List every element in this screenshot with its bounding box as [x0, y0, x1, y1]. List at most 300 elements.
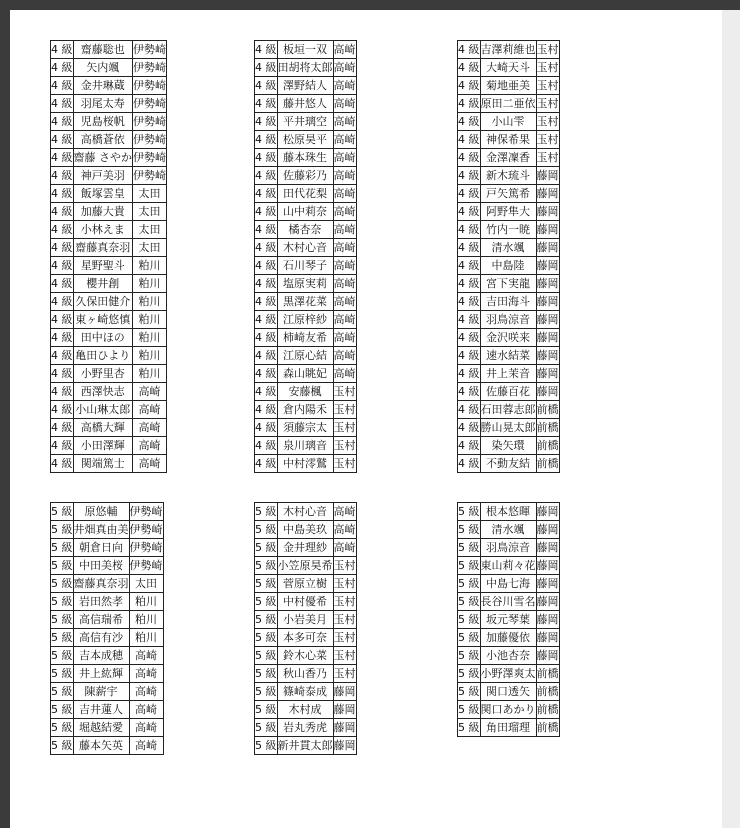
grade-cell: 4 級: [458, 59, 481, 77]
name-cell: 新木琉斗: [480, 167, 536, 185]
name-cell: 中村澪鷲: [277, 455, 333, 473]
name-cell: 羽鳥涼音: [480, 311, 536, 329]
school-cell: 高崎: [129, 719, 163, 737]
grade-cell: 4 級: [51, 77, 74, 95]
grade-cell: 4 級: [255, 311, 278, 329]
school-cell: 高崎: [333, 365, 356, 383]
name-cell: 長谷川雪名: [480, 593, 536, 611]
school-cell: 高崎: [333, 539, 356, 557]
school-cell: 伊勢崎: [133, 113, 167, 131]
table-row: [51, 347, 167, 365]
name-cell: 角田瑠理: [480, 719, 536, 737]
grade-cell: 5 級: [255, 683, 278, 701]
grade-cell: 5 級: [255, 737, 278, 755]
table-row: [458, 41, 560, 59]
grade-cell: 4 級: [51, 257, 74, 275]
grade-cell: 4 級: [51, 419, 74, 437]
name-cell: 松原昊平: [277, 131, 333, 149]
table-row: [51, 383, 167, 401]
school-cell: 高崎: [333, 221, 356, 239]
school-cell: 粕川: [133, 275, 167, 293]
grade-cell: 5 級: [458, 521, 481, 539]
table-row: [458, 77, 560, 95]
table-row: [51, 557, 164, 575]
grade-4-table-3: [457, 40, 560, 473]
school-cell: 伊勢崎: [133, 131, 167, 149]
name-cell: 鈴木心菜: [277, 647, 333, 665]
table-row: [51, 737, 164, 755]
school-cell: 玉村: [536, 59, 559, 77]
grade-cell: 4 級: [51, 95, 74, 113]
table-row: [255, 437, 357, 455]
table-row: [458, 539, 560, 557]
table-row: [458, 521, 560, 539]
name-cell: 田中ほの: [73, 329, 133, 347]
name-cell: 陳薪宇: [73, 683, 129, 701]
grade-cell: 5 級: [51, 665, 74, 683]
name-cell: 齋藤真奈羽: [73, 239, 133, 257]
grade-cell: 4 級: [458, 293, 481, 311]
grade-cell: 4 級: [51, 275, 74, 293]
table-row: [255, 593, 357, 611]
name-cell: 倉内陽禾: [277, 401, 333, 419]
grade-cell: 4 級: [51, 221, 74, 239]
school-cell: 藤岡: [536, 647, 559, 665]
grade-cell: 4 級: [255, 347, 278, 365]
grade-cell: 4 級: [51, 437, 74, 455]
grade-cell: 5 級: [51, 539, 74, 557]
grade-cell: 5 級: [51, 611, 74, 629]
school-cell: 前橋: [536, 719, 559, 737]
grade-cell: 4 級: [255, 95, 278, 113]
grade-cell: 4 級: [458, 257, 481, 275]
grade-cell: 4 級: [458, 365, 481, 383]
school-cell: 玉村: [333, 647, 356, 665]
table-row: [458, 149, 560, 167]
grade-cell: 5 級: [255, 647, 278, 665]
table-row: [51, 419, 167, 437]
table-row: [51, 131, 167, 149]
name-cell: 安藤楓: [277, 383, 333, 401]
table-row: [458, 629, 560, 647]
school-cell: 粕川: [129, 629, 163, 647]
name-cell: 金井琳蔵: [73, 77, 133, 95]
name-cell: 関口あかり: [480, 701, 536, 719]
grade-cell: 4 級: [51, 167, 74, 185]
name-cell: 佐藤彩乃: [277, 167, 333, 185]
school-cell: 藤岡: [536, 257, 559, 275]
table-row: [51, 719, 164, 737]
grade-cell: 4 級: [458, 167, 481, 185]
name-cell: 菊地亜美: [480, 77, 536, 95]
table-row: [255, 275, 357, 293]
name-cell: 森山眺妃: [277, 365, 333, 383]
school-cell: 高崎: [333, 203, 356, 221]
grade-cell: 4 級: [458, 185, 481, 203]
grade-cell: 5 級: [458, 647, 481, 665]
school-cell: 藤岡: [536, 347, 559, 365]
name-cell: 羽鳥涼音: [480, 539, 536, 557]
school-cell: 高崎: [129, 683, 163, 701]
name-cell: 吉澤莉維也: [480, 41, 536, 59]
school-cell: 粕川: [133, 347, 167, 365]
name-cell: 佐藤百花: [480, 383, 536, 401]
name-cell: 田代花梨: [277, 185, 333, 203]
table-row: [51, 365, 167, 383]
school-cell: 伊勢崎: [133, 149, 167, 167]
table-row: [51, 629, 164, 647]
school-cell: 伊勢崎: [129, 521, 163, 539]
grade-cell: 5 級: [255, 629, 278, 647]
school-cell: 高崎: [333, 521, 356, 539]
vertical-scrollbar[interactable]: [722, 10, 740, 828]
table-row: [51, 113, 167, 131]
table-row: [255, 185, 357, 203]
table-row: [255, 503, 357, 521]
grade-cell: 4 級: [51, 347, 74, 365]
name-cell: 神保希果: [480, 131, 536, 149]
name-cell: 中島七海: [480, 575, 536, 593]
table-row: [255, 365, 357, 383]
grade-cell: 5 級: [51, 719, 74, 737]
school-cell: 藤岡: [333, 737, 356, 755]
name-cell: 金沢咲来: [480, 329, 536, 347]
school-cell: 玉村: [333, 629, 356, 647]
name-cell: 戸矢篤希: [480, 185, 536, 203]
school-cell: 玉村: [333, 575, 356, 593]
table-row: [458, 437, 560, 455]
name-cell: 石川琴子: [277, 257, 333, 275]
name-cell: 小野澤爽太: [480, 665, 536, 683]
table-row: [255, 329, 357, 347]
name-cell: 染矢環: [480, 437, 536, 455]
grade-cell: 4 級: [51, 401, 74, 419]
table-row: [51, 665, 164, 683]
grade-cell: 4 級: [458, 419, 481, 437]
name-cell: 矢内颯: [73, 59, 133, 77]
school-cell: 藤岡: [536, 293, 559, 311]
table-row: [255, 311, 357, 329]
grade-cell: 4 級: [458, 41, 481, 59]
school-cell: 藤岡: [536, 629, 559, 647]
grade-cell: 5 級: [255, 503, 278, 521]
name-cell: 高信瑞希: [73, 611, 129, 629]
table-row: [51, 683, 164, 701]
table-row: [458, 113, 560, 131]
school-cell: 高崎: [333, 95, 356, 113]
name-cell: 江原梓紗: [277, 311, 333, 329]
table-row: [255, 257, 357, 275]
school-cell: 藤岡: [536, 539, 559, 557]
grade-cell: 4 級: [255, 383, 278, 401]
school-cell: 粕川: [133, 293, 167, 311]
school-cell: 高崎: [333, 239, 356, 257]
school-cell: 高崎: [333, 41, 356, 59]
school-cell: 高崎: [129, 701, 163, 719]
table-row: [458, 239, 560, 257]
grade-cell: 4 級: [255, 365, 278, 383]
grade-cell: 4 級: [51, 131, 74, 149]
name-cell: 関口透矢: [480, 683, 536, 701]
table-row: [458, 293, 560, 311]
grade-cell: 5 級: [458, 557, 481, 575]
grade-cell: 4 級: [458, 131, 481, 149]
grade-cell: 4 級: [51, 311, 74, 329]
grade-cell: 5 級: [255, 665, 278, 683]
table-row: [255, 419, 357, 437]
name-cell: 澤野結人: [277, 77, 333, 95]
name-cell: 原田二亜依: [480, 95, 536, 113]
name-cell: 木村心音: [277, 239, 333, 257]
grade-5-table-1: [50, 502, 164, 755]
grade-cell: 5 級: [458, 503, 481, 521]
table-row: [458, 611, 560, 629]
name-cell: 小岩美月: [277, 611, 333, 629]
name-cell: 岩田然孝: [73, 593, 129, 611]
table-row: [458, 257, 560, 275]
grade-cell: 4 級: [458, 311, 481, 329]
school-cell: 粕川: [129, 611, 163, 629]
name-cell: 坂元琴葉: [480, 611, 536, 629]
table-row: [51, 59, 167, 77]
name-cell: 亀田ひより: [73, 347, 133, 365]
school-cell: 高崎: [333, 275, 356, 293]
name-cell: 清水颯: [480, 521, 536, 539]
grade-cell: 5 級: [255, 593, 278, 611]
name-cell: 平井璃空: [277, 113, 333, 131]
table-row: [255, 383, 357, 401]
name-cell: 堀越結愛: [73, 719, 129, 737]
school-cell: 玉村: [536, 41, 559, 59]
name-cell: 泉川璃音: [277, 437, 333, 455]
table-row: [51, 95, 167, 113]
school-cell: 高崎: [333, 113, 356, 131]
table-row: [458, 329, 560, 347]
grade-cell: 4 級: [255, 113, 278, 131]
name-cell: 須藤宗太: [277, 419, 333, 437]
name-cell: 齋藤聡也: [73, 41, 133, 59]
grade-cell: 4 級: [458, 347, 481, 365]
name-cell: 金井理紗: [277, 539, 333, 557]
grade-cell: 5 級: [51, 593, 74, 611]
name-cell: 宮下実龍: [480, 275, 536, 293]
grade-cell: 5 級: [51, 683, 74, 701]
name-cell: 本多可奈: [277, 629, 333, 647]
table-row: [458, 683, 560, 701]
grade-cell: 4 級: [255, 437, 278, 455]
grade-cell: 4 級: [458, 77, 481, 95]
school-cell: 高崎: [333, 167, 356, 185]
grade-cell: 4 級: [458, 149, 481, 167]
grade-cell: 5 級: [255, 611, 278, 629]
grade-cell: 4 級: [255, 77, 278, 95]
name-cell: 井上茉音: [480, 365, 536, 383]
school-cell: 高崎: [129, 647, 163, 665]
grade-cell: 5 級: [458, 575, 481, 593]
grade-cell: 4 級: [458, 329, 481, 347]
name-cell: 柿崎友希: [277, 329, 333, 347]
table-row: [255, 539, 357, 557]
school-cell: 玉村: [333, 611, 356, 629]
name-cell: 高橋蒼依: [73, 131, 133, 149]
school-cell: 前橋: [536, 683, 559, 701]
grade-cell: 4 級: [458, 239, 481, 257]
grade-cell: 4 級: [255, 257, 278, 275]
table-row: [458, 665, 560, 683]
school-cell: 玉村: [333, 383, 356, 401]
grade-cell: 5 級: [51, 629, 74, 647]
table-row: [51, 239, 167, 257]
table-row: [255, 293, 357, 311]
table-row: [255, 41, 357, 59]
name-cell: 児島桜帆: [73, 113, 133, 131]
table-row: [458, 275, 560, 293]
grade-cell: 5 級: [51, 701, 74, 719]
table-row: [458, 59, 560, 77]
name-cell: 菅原立樹: [277, 575, 333, 593]
grade-cell: 5 級: [458, 539, 481, 557]
grade-cell: 4 級: [255, 59, 278, 77]
grade-cell: 4 級: [458, 383, 481, 401]
table-row: [255, 131, 357, 149]
grade-cell: 5 級: [255, 701, 278, 719]
table-row: [255, 737, 357, 755]
table-row: [255, 239, 357, 257]
school-cell: 高崎: [333, 59, 356, 77]
name-cell: 高信有沙: [73, 629, 129, 647]
grade-cell: 4 級: [255, 185, 278, 203]
school-cell: 玉村: [333, 437, 356, 455]
name-cell: 神戸美羽: [73, 167, 133, 185]
school-cell: 伊勢崎: [129, 503, 163, 521]
school-cell: 伊勢崎: [133, 59, 167, 77]
name-cell: 秋山香乃: [277, 665, 333, 683]
grade-cell: 5 級: [458, 665, 481, 683]
document-page: [10, 10, 722, 828]
school-cell: 粕川: [133, 365, 167, 383]
school-cell: 高崎: [333, 149, 356, 167]
name-cell: 関端篤士: [73, 455, 133, 473]
name-cell: 塩原実莉: [277, 275, 333, 293]
table-row: [458, 419, 560, 437]
grade-cell: 5 級: [458, 719, 481, 737]
school-cell: 藤岡: [536, 521, 559, 539]
school-cell: 藤岡: [536, 221, 559, 239]
name-cell: 中島陸: [480, 257, 536, 275]
school-cell: 太田: [133, 239, 167, 257]
school-cell: 玉村: [536, 149, 559, 167]
grade-cell: 4 級: [458, 275, 481, 293]
grade-cell: 5 級: [51, 737, 74, 755]
table-row: [458, 401, 560, 419]
grade-5-table-2: [254, 502, 357, 755]
school-cell: 伊勢崎: [133, 95, 167, 113]
table-row: [458, 701, 560, 719]
school-cell: 玉村: [333, 593, 356, 611]
table-row: [255, 221, 357, 239]
grade-cell: 4 級: [255, 221, 278, 239]
table-row: [458, 455, 560, 473]
table-row: [51, 149, 167, 167]
name-cell: 吉田海斗: [480, 293, 536, 311]
school-cell: 藤岡: [536, 167, 559, 185]
table-row: [51, 611, 164, 629]
name-cell: 藤本矢英: [73, 737, 129, 755]
grade-cell: 4 級: [458, 221, 481, 239]
table-row: [255, 683, 357, 701]
school-cell: 藤岡: [536, 575, 559, 593]
school-cell: 前橋: [536, 401, 559, 419]
name-cell: 星野聖斗: [73, 257, 133, 275]
name-cell: 江原心結: [277, 347, 333, 365]
school-cell: 高崎: [333, 503, 356, 521]
school-cell: 高崎: [129, 737, 163, 755]
name-cell: 篠崎泰成: [277, 683, 333, 701]
grade-4-table-1: [50, 40, 167, 473]
name-cell: 金澤凜香: [480, 149, 536, 167]
grade-cell: 4 級: [255, 329, 278, 347]
table-row: [51, 41, 167, 59]
table-row: [51, 401, 167, 419]
table-row: [458, 185, 560, 203]
grade-cell: 4 級: [255, 293, 278, 311]
school-cell: 太田: [133, 185, 167, 203]
name-cell: 小田澤輝: [73, 437, 133, 455]
school-cell: 前橋: [536, 437, 559, 455]
name-cell: 東山莉々花: [480, 557, 536, 575]
name-cell: 藤本珠生: [277, 149, 333, 167]
school-cell: 高崎: [333, 131, 356, 149]
grade-cell: 4 級: [458, 455, 481, 473]
grade-cell: 5 級: [51, 575, 74, 593]
school-cell: 太田: [133, 203, 167, 221]
school-cell: 粕川: [133, 257, 167, 275]
name-cell: 中村優希: [277, 593, 333, 611]
table-row: [255, 95, 357, 113]
table-row: [255, 575, 357, 593]
grade-cell: 4 級: [255, 275, 278, 293]
school-cell: 藤岡: [536, 275, 559, 293]
table-row: [255, 203, 357, 221]
name-cell: 阿野隼大: [480, 203, 536, 221]
table-row: [255, 557, 357, 575]
grade-5-table-3: [457, 502, 560, 737]
grade-cell: 4 級: [255, 41, 278, 59]
name-cell: 小野里杏: [73, 365, 133, 383]
grade-cell: 5 級: [255, 521, 278, 539]
grade-cell: 4 級: [255, 203, 278, 221]
school-cell: 玉村: [333, 557, 356, 575]
table-row: [458, 203, 560, 221]
name-cell: 勝山晃太郎: [480, 419, 536, 437]
grade-cell: 4 級: [255, 149, 278, 167]
name-cell: 黒澤花菜: [277, 293, 333, 311]
grade-cell: 4 級: [255, 419, 278, 437]
school-cell: 粕川: [133, 329, 167, 347]
name-cell: 石田蓉志郎: [480, 401, 536, 419]
grade-cell: 5 級: [458, 593, 481, 611]
table-row: [51, 167, 167, 185]
school-cell: 前橋: [536, 419, 559, 437]
grade-cell: 5 級: [458, 611, 481, 629]
table-row: [51, 539, 164, 557]
school-cell: 伊勢崎: [133, 77, 167, 95]
school-cell: 藤岡: [536, 611, 559, 629]
table-row: [458, 503, 560, 521]
name-cell: 根本悠暉: [480, 503, 536, 521]
name-cell: 井上紘輝: [73, 665, 129, 683]
school-cell: 藤岡: [536, 557, 559, 575]
